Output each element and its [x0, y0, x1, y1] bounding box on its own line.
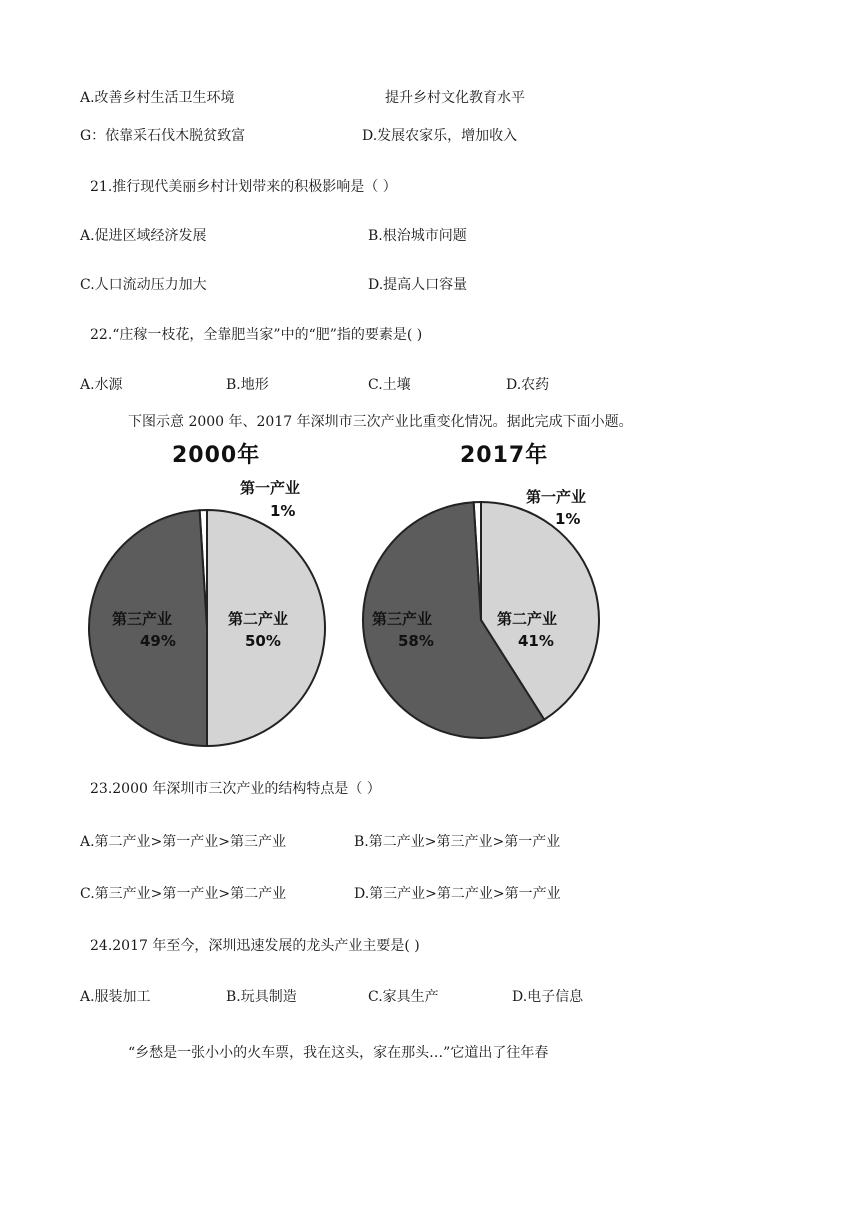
- q20-option-c: G：依靠采石伐木脱贫致富: [80, 128, 246, 144]
- q20-option-a: A.改善乡村生活卫生环境: [80, 90, 235, 106]
- q23-option-c: C.第三产业>第一产业>第二产业: [80, 886, 287, 902]
- pie-2017-value-secondary: 41%: [518, 632, 554, 650]
- pie-2017-label-tertiary: 第三产业: [372, 610, 433, 628]
- q24-option-d: D.电子信息: [512, 989, 584, 1005]
- q23-option-a: A.第二产业>第一产业>第三产业: [80, 834, 287, 850]
- q24-option-c: C.家具生产: [368, 989, 439, 1005]
- q20-option-b: 提升乡村文化教育水平: [385, 90, 525, 106]
- pie-2000-label-tertiary: 第三产业: [112, 610, 173, 628]
- pie-2017-title: 2017年: [460, 443, 549, 468]
- pie-2017-value-primary: 1%: [555, 510, 581, 528]
- pie-2000-value-primary: 1%: [270, 502, 296, 520]
- pie-2000-label-primary: 第一产业: [240, 479, 301, 497]
- pie-2017-label-primary: 第一产业: [526, 488, 587, 506]
- pie-2000-label-secondary: 第二产业: [228, 610, 289, 628]
- q23-stem: 23.2000 年深圳市三次产业的结构特点是（ ）: [90, 781, 381, 797]
- figure-intro: 下图示意 2000 年、2017 年深圳市三次产业比重变化情况。据此完成下面小题。: [128, 414, 633, 430]
- q22-option-a: A.水源: [80, 377, 123, 393]
- pie-2017-value-tertiary: 58%: [398, 632, 434, 650]
- q23-option-d: D.第三产业>第二产业>第一产业: [354, 886, 561, 902]
- pie-2017-label-secondary: 第二产业: [497, 610, 558, 628]
- pie-2000-value-tertiary: 49%: [140, 632, 176, 650]
- pie-2000-title: 2000年: [172, 443, 261, 468]
- q24-stem: 24.2017 年至今，深圳迅速发展的龙头产业主要是( ): [90, 938, 420, 954]
- q22-option-b: B.地形: [226, 377, 269, 393]
- q24-option-a: A.服装加工: [80, 989, 151, 1005]
- q22-option-d: D.农药: [506, 377, 550, 393]
- closing-passage: “乡愁是一张小小的火车票，我在这头，家在那头…”它道出了往年春: [128, 1045, 549, 1061]
- q21-stem: 21.推行现代美丽乡村计划带来的积极影响是（ ）: [90, 179, 397, 195]
- q24-option-b: B.玩具制造: [226, 989, 297, 1005]
- q22-option-c: C.土壤: [368, 377, 411, 393]
- q21-option-c: C.人口流动压力加大: [80, 277, 207, 293]
- q23-option-b: B.第二产业>第三产业>第一产业: [354, 834, 561, 850]
- q21-option-b: B.根治城市问题: [368, 228, 467, 244]
- pie-2000-value-secondary: 50%: [245, 632, 281, 650]
- q20-option-d: D.发展农家乐，增加收入: [362, 128, 518, 144]
- q21-option-d: D.提高人口容量: [368, 277, 468, 293]
- q21-option-a: A.促进区域经济发展: [80, 228, 207, 244]
- q22-stem: 22.“庄稼一枝花，全靠肥当家”中的“肥”指的要素是( ): [90, 327, 423, 343]
